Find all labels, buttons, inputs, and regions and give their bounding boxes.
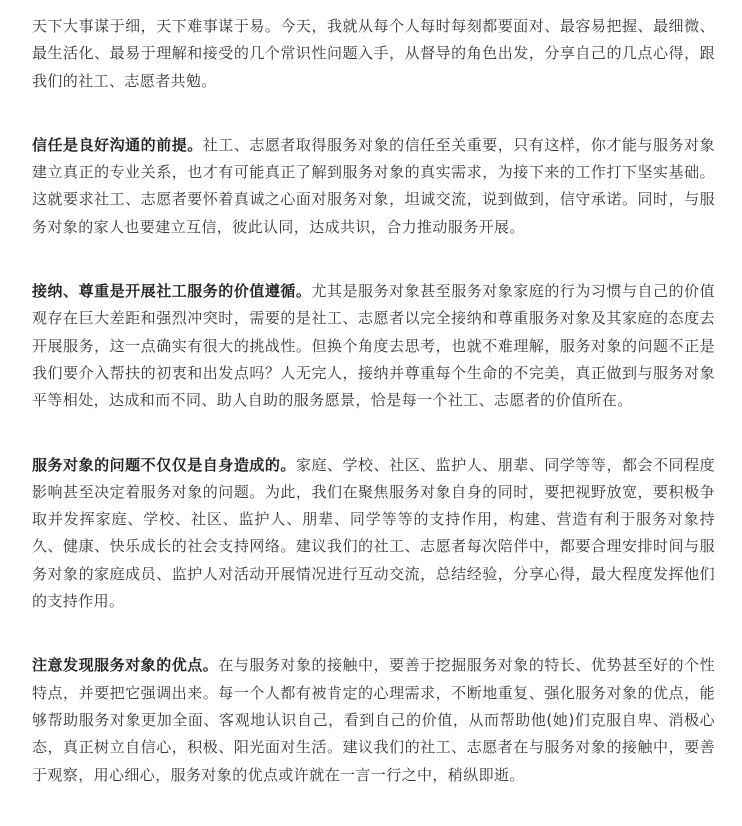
paragraph-lead: 服务对象的问题不仅仅是自身造成的。: [32, 455, 296, 474]
paragraph-lead: 接纳、尊重是开展社工服务的价值遵循。: [32, 282, 312, 301]
paragraph-lead: 注意发现服务对象的优点。: [32, 656, 219, 675]
support-network-paragraph: [32, 452, 715, 616]
strengths-paragraph: [32, 652, 715, 788]
respect-paragraph: [32, 278, 715, 414]
paragraph-body: 尤其是服务对象甚至服务对象家庭的行为习惯与自己的价值观存在巨大差距和强烈冲突时，需要的是社工、志愿者以完全接纳和尊重服务对象及其家庭的态度去开展服务，这一点确实有很大的挑战性。但换个角度去思考，也就不难理解，服务对象的问题不正是我们要介入帮扶的初衷和出发点吗？人无完人，接纳并尊重每个生命的不完美，真正做到与服务对象平等相处，达成和而不同、助人自助的服务愿景，恰是每一个社工、志愿者的价值所在。: [32, 282, 716, 410]
article-body: [32, 13, 715, 826]
paragraph-body: 天下大事谋于细，天下难事谋于易。今天，我就从每个人每时每刻都要面对、最容易把握、最细微、最生活化、最易于理解和接受的几个常识性问题入手，从督导的角色出发，分享自己的几点心得，跟我们的社工、志愿者共勉。: [32, 17, 715, 90]
paragraph-body: 家庭、学校、社区、监护人、朋辈、同学等等，都会不同程度影响甚至决定着服务对象的问题。为此，我们在聚焦服务对象自身的同时，要把视野放宽，要积极争取并发挥家庭、学校、社区、监护人、朋辈、同学等等的支持作用，构建、营造有利于服务对象持久、健康、快乐成长的社会支持网络。建议我们的社工、志愿者每次陪伴中，都要合理安排时间与服务对象的家庭成员、监护人对活动开展情况进行互动交流，总结经验，分享心得，最大程度发挥他们的支持作用。: [32, 455, 715, 611]
paragraph-body: 在与服务对象的接触中，要善于挖掘服务对象的特长、优势甚至好的个性特点，并要把它强调出来。每一个人都有被肯定的心理需求，不断地重复、强化服务对象的优点，能够帮助服务对象更加全面、客观地认识自己，看到自己的价值，从而帮助他(她)们克服自卑、消极心态，真正树立自信心，积极、阳光面对生活。建议我们的社工、志愿者在与服务对象的接触中，要善于观察，用心细心，服务对象的优点或许就在一言一行之中，稍纵即逝。: [32, 656, 715, 784]
paragraph-body: 社工、志愿者取得服务对象的信任至关重要，只有这样，你才能与服务对象建立真正的专业关系，也才有可能真正了解到服务对象的真实需求，为接下来的工作打下坚实基础。这就要求社工、志愿者要怀着真诚之心面对服务对象，坦诚交流，说到做到，信守承诺。同时，与服务对象的家人也要建立互信，彼此认同，达成共识，合力推动服务开展。: [32, 135, 715, 236]
trust-paragraph: [32, 132, 715, 241]
intro-paragraph: [32, 13, 715, 95]
paragraph-lead: 信任是良好沟通的前提。: [32, 135, 203, 154]
